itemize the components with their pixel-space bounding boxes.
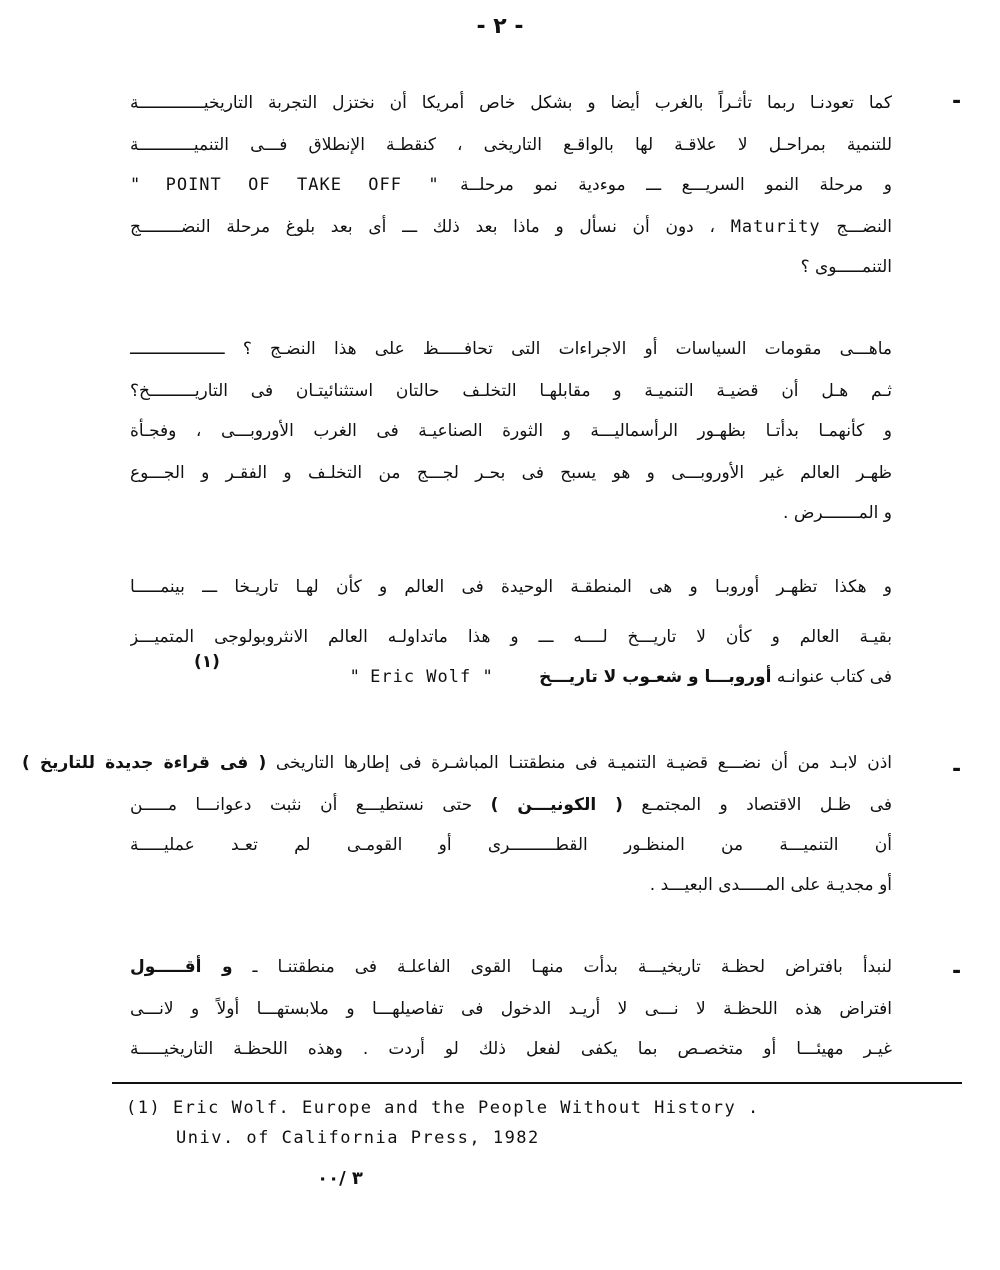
paragraph-2-line-1: ماهـــى مقومات السياسات أو الاجراءات التى تحافـــــظ على هذا النضـج ؟ ـــــــــــــــــــ <box>130 339 892 359</box>
paragraph-4-line-3: أن التنميـــة من المنظـور القطـــــــــرى أو القومـى لم تعـد عمليـــــة <box>130 835 892 855</box>
footnote-reference: (١) <box>194 652 220 672</box>
paragraph-2-line-2: ثـم هـل أن قضيـة التنميـة و مقابلهـا التخلـف حالتان استثنائيتـان فى التاريـــــــــخ؟ <box>130 381 892 401</box>
paragraph-3-line-1: و هكذا تظهـر أوروبـا و هى المنطقـة الوحيدة فى العالم و كأن لهـا تاريـخا ـــ بينمـــــا <box>130 577 892 597</box>
paragraph-4-line-2 <box>130 790 892 820</box>
paragraph-5-line-1 <box>130 952 892 982</box>
and-i-say-phrase: و أقـــــول <box>130 957 233 977</box>
paragraph-2-line-5: و المـــــــرض . <box>783 503 892 523</box>
paragraph-3-line-3 <box>200 662 892 692</box>
point-of-take-off-term: " POINT OF TAKE OFF " <box>130 175 440 195</box>
maturity-term: Maturity <box>730 217 821 237</box>
paragraph-3-line-3-text: فى كتاب عنوانـه <box>776 667 892 687</box>
eric-wolf-name: " Eric Wolf " <box>349 667 494 687</box>
paragraph-2-line-4: ظهـر العالم غير الأوروبـــى و هو يسبح فى بحـر لجـــج من التخلـف و الفقـر و الجـــوع <box>130 463 892 483</box>
paragraph-1-line-2: للتنمية بمراحـل لا علاقـة لها بالواقـع التاريخى ، كنقطـة الإنطلاق فـــى التنميـــــــــــة <box>130 135 892 155</box>
paragraph-5-line-2: افتراض هذه اللحظـة لا نـــى لا أريـد الدخول فى تفاصيلهـــا و ملابستهـــا أولاً و لانـــى <box>130 999 892 1019</box>
paragraph-4-line-2-start: فى ظـل الاقتصاد و المجتمـع <box>641 795 892 815</box>
paragraph-3-line-2: بقيـة العالم و كأن لا تاريـــخ لــــه ـــ و هذا ماتداولـه العالم الانثروبولوجى المتميـــز <box>130 627 892 647</box>
paragraph-4-line-1-text: اذن لابـد من أن نضـــع قضيـة التنميـة فى منطقتنـا المباشـرة فى إطارها التاريخى <box>275 753 892 773</box>
paragraph-1-line-1: كما تعودنـا ربما تأثـراً بالغرب أيضا و بشكل خاص أمريكا أن نختزل التجربة التاريخيـــــــــــــة <box>130 93 892 113</box>
paragraph-2-line-3: و كأنهمـا بدأتـا بظهـور الرأسماليـــة و الثورة الصناعيـة فى الغرب الأوروبـــى ، وفجـأة <box>130 421 892 441</box>
paragraph-4-line-2-end: حتى نستطيـــع أن نثبت دعوانـــا مـــــن <box>130 795 473 815</box>
paragraph-1-line-4-end: ، دون أن نسأل و ماذا بعد ذلك ـــ أى بعد بلوغ مرحلة النضــــــــج <box>130 217 715 237</box>
footnote-separator <box>112 1082 962 1084</box>
paragraph-1-line-5: التنمـــــوى ؟ <box>800 257 892 277</box>
footnote-line-2: Univ. of California Press, 1982 <box>176 1128 540 1148</box>
bullet-marker: - <box>952 959 962 984</box>
bullet-marker: - <box>952 89 962 114</box>
paragraph-1-line-3-text: و مرحلة النمو السريـــع ـــ موءدية نمو مرحلــة <box>460 175 892 195</box>
paragraph-1-line-3 <box>130 170 892 200</box>
book-title-arabic: أوروبـــا و شعـوب لا تاريـــخ <box>539 667 772 687</box>
footnote-line-1: (1) Eric Wolf. Europe and the People Without History . <box>126 1098 760 1118</box>
paragraph-5-line-1-text: لنبدأ بافتراض لحظـة تاريخيـــة بدأت منهـا القوى الفاعلـة فى منطقتنـا ـ <box>252 957 892 977</box>
paragraph-1-line-4 <box>130 212 892 242</box>
new-reading-of-history-phrase: ( فى قراءة جديدة للتاريخ ) <box>22 753 267 773</box>
sheet-number: ٣ /٠٠ <box>317 1168 363 1189</box>
page-number: - ٢ - <box>476 14 524 39</box>
al-kawnayn-term: ( الكونيـــن ) <box>490 795 623 815</box>
paragraph-5-line-3: غيـر مهيئـــا أو متخصـص بما يكفى لفعل ذلك لو أردت . وهذه اللحظـة التاريخيـــــة <box>130 1039 892 1059</box>
paragraph-4-line-4: أو مجديـة على المـــــدى البعيـــد . <box>649 875 892 895</box>
paragraph-1-line-4-start: النضـــج <box>836 217 892 237</box>
paragraph-4-line-1 <box>22 748 892 778</box>
bullet-marker: - <box>952 757 962 782</box>
